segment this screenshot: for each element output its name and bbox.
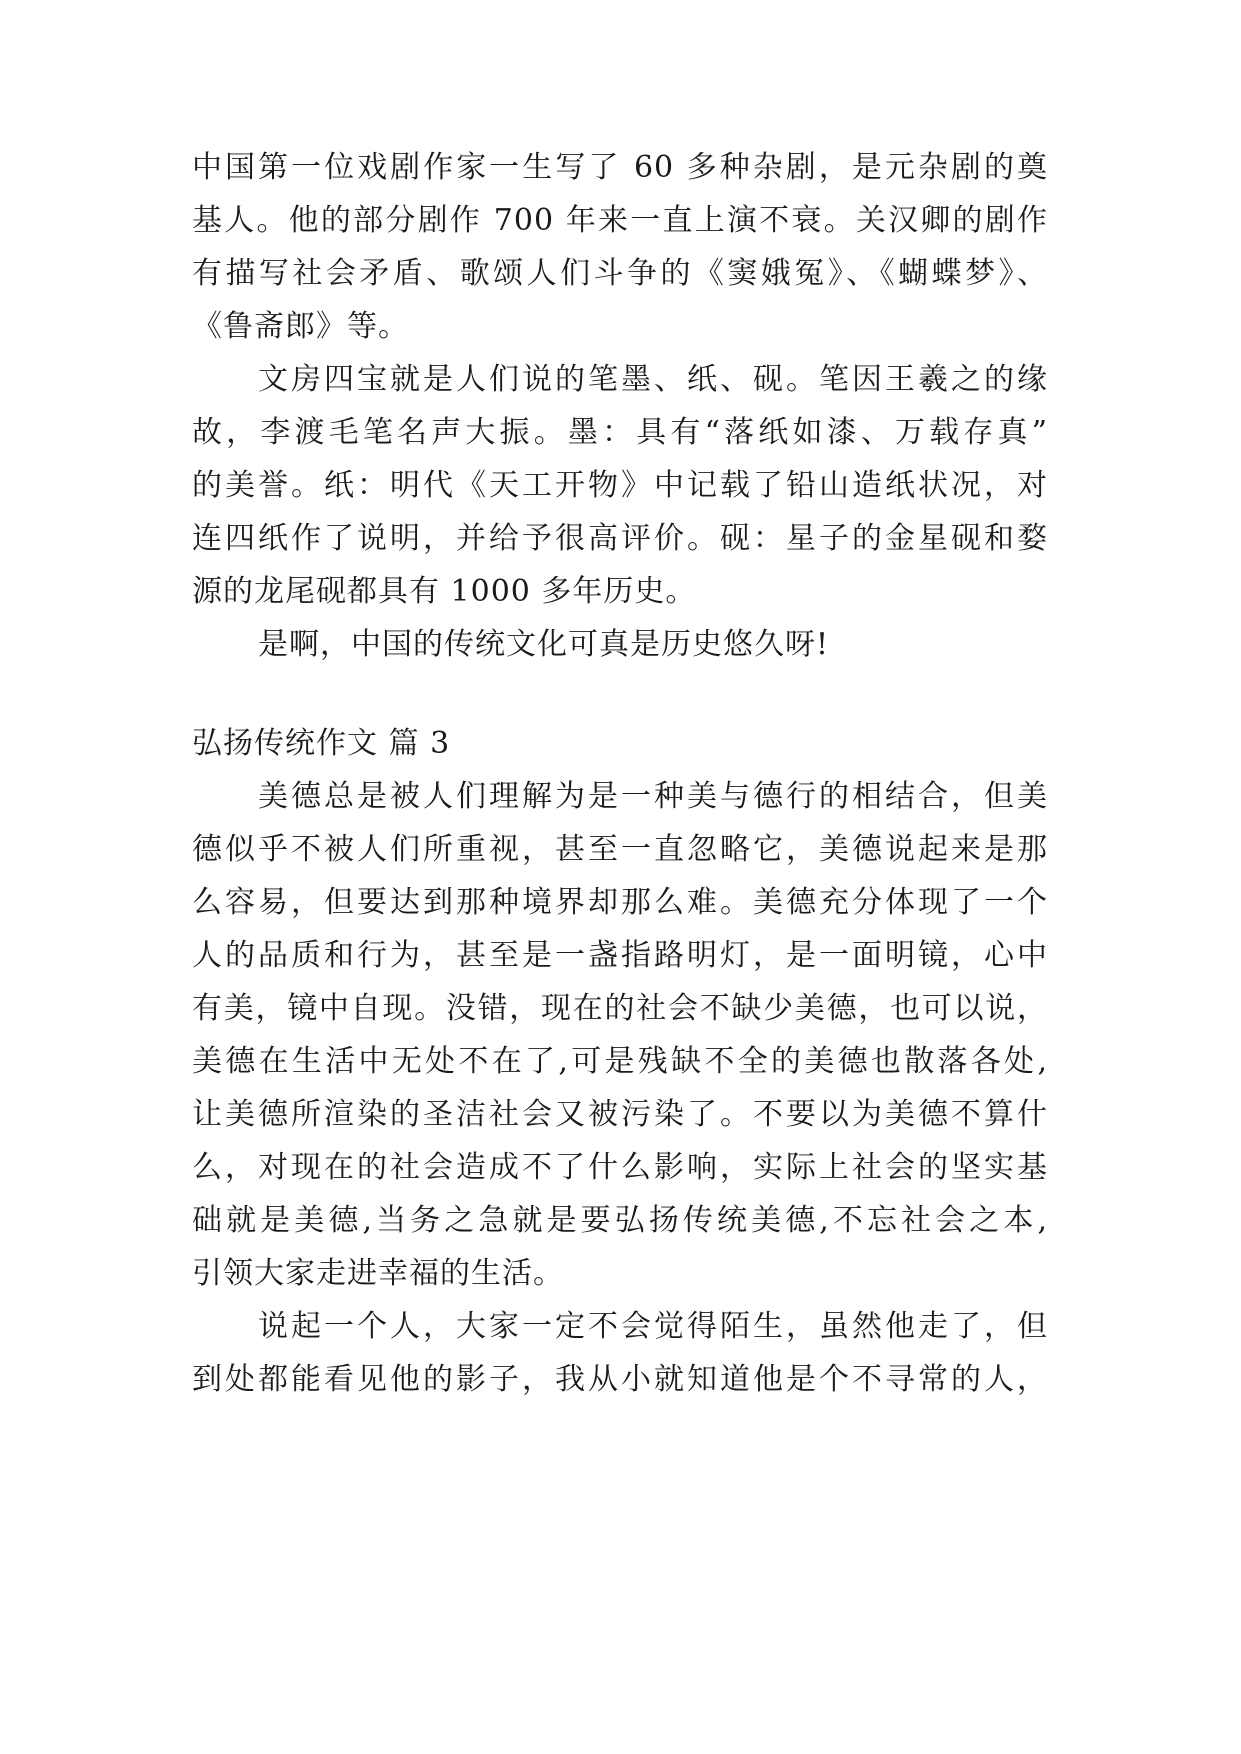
- text-line: 美德在生活中无处不在了,可是残缺不全的美德也散落各处,: [192, 1044, 1048, 1079]
- text-line: 的美誉。纸：明代《天工开物》中记载了铅山造纸状况，对: [192, 468, 1048, 503]
- text-line: 础就是美德,当务之急就是要弘扬传统美德,不忘社会之本,: [192, 1203, 1048, 1238]
- paragraph-first-line: 是啊，中国的传统文化可真是历史悠久呀!: [258, 627, 830, 662]
- text-line: 源的龙尾砚都具有 1000 多年历史。: [192, 574, 697, 609]
- text-line: 《鲁斋郎》等。: [192, 309, 409, 344]
- text-line: 到处都能看见他的影子，我从小就知道他是个不寻常的人，: [192, 1362, 1048, 1397]
- text-line: 么，对现在的社会造成不了什么影响，实际上社会的坚实基: [192, 1150, 1048, 1185]
- text-line: 么容易，但要达到那种境界却那么难。美德充分体现了一个: [192, 885, 1048, 920]
- text-line: 故，李渡毛笔名声大振。墨：具有“落纸如漆、万载存真”: [192, 415, 1048, 450]
- text-line: 引领大家走进幸福的生活。: [192, 1256, 564, 1291]
- text-line: 基人。他的部分剧作 700 年来一直上演不衰。关汉卿的剧作: [192, 203, 1048, 238]
- text-line: 有描写社会矛盾、歌颂人们斗争的《窦娥冤》、《蝴蝶梦》、: [192, 256, 1048, 291]
- text-line: 让美德所渲染的圣洁社会又被污染了。不要以为美德不算什: [192, 1097, 1048, 1132]
- text-line: 德似乎不被人们所重视，甚至一直忽略它，美德说起来是那: [192, 832, 1048, 867]
- section-heading: 弘扬传统作文 篇 3: [192, 726, 451, 761]
- paragraph-first-line: 说起一个人，大家一定不会觉得陌生，虽然他走了，但: [258, 1309, 1048, 1344]
- text-line: 中国第一位戏剧作家一生写了 60 多种杂剧，是元杂剧的奠: [192, 150, 1048, 185]
- paragraph-first-line: 文房四宝就是人们说的笔墨、纸、砚。笔因王羲之的缘: [258, 362, 1048, 397]
- text-line: 人的品质和行为，甚至是一盏指路明灯，是一面明镜，心中: [192, 938, 1048, 973]
- text-line: 有美，镜中自现。没错，现在的社会不缺少美德，也可以说，: [192, 991, 1048, 1026]
- paragraph-first-line: 美德总是被人们理解为是一种美与德行的相结合，但美: [258, 779, 1048, 814]
- text-line: 连四纸作了说明，并给予很高评价。砚：星子的金星砚和婺: [192, 521, 1048, 556]
